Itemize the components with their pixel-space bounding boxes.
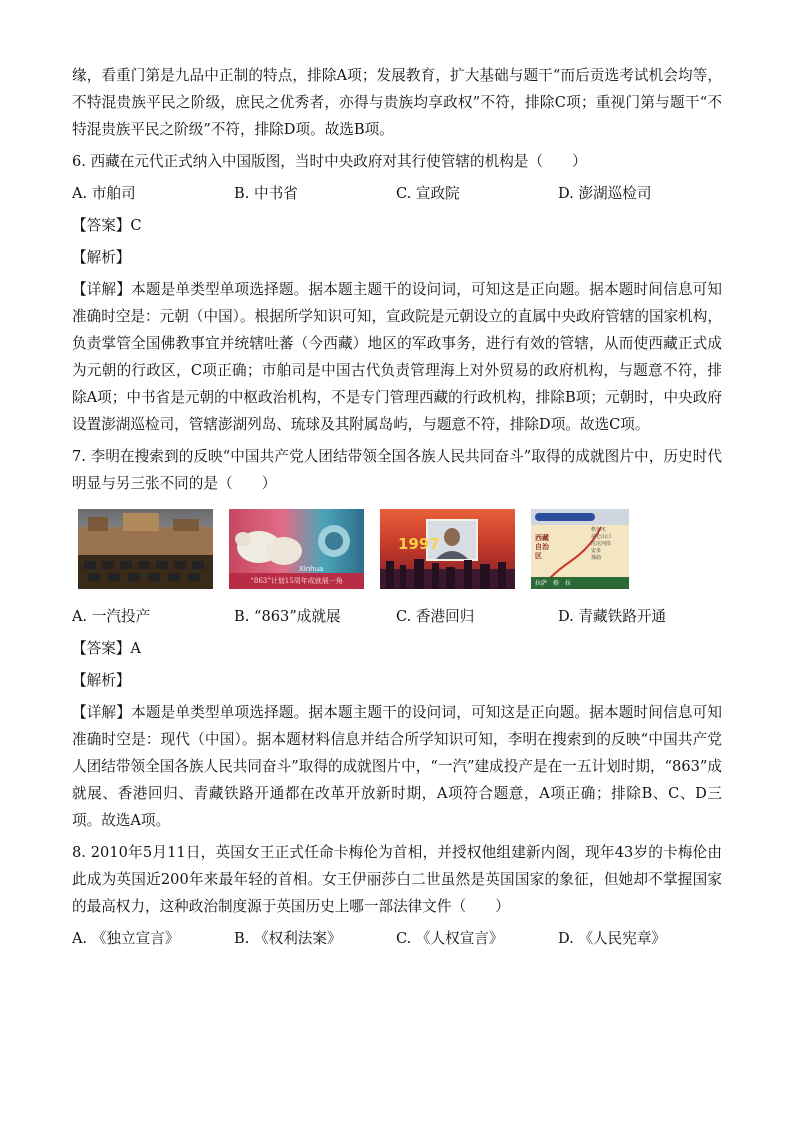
factory-illustration xyxy=(78,509,213,589)
q7-image-863-exhibition xyxy=(229,509,364,589)
q7-image3-year: 1997 xyxy=(398,535,440,553)
bottom-label: 格 xyxy=(553,580,560,587)
q6-answer: 【答案】C xyxy=(72,217,142,234)
q5-explanation-tail: 缘，看重门第是九品中正制的特点，排除A项；发展教育，扩大基础与题干“而后贡选考试机会均等，不特混贵族平民之阶级，庶民之优秀者，亦得与贵族均享政权”不符，排除C项；重视门第与题干“不特混贵族平民之阶级”不符，排除D项。故选B项。 xyxy=(72,67,722,138)
q6-analysis-label: 【解析】 xyxy=(72,249,131,266)
q6-detail: 【详解】本题是单类型单项选择题。据本题主题干的设问词，可知这是正向题。据本题时间信息可知准确时空是：元朝（中国）。根据所学知识可知，宣政院是元朝设立的直属中央政府管辖的国家机构，负责掌管全国佛教事宜并统辖吐蕃（今西藏）地区的军政事务，进行有效的管辖，从而使西藏正式成为元朝的行政区，C项正确；市舶司是中国古代负责管理海上对外贸易的政府机构，与题意不符，排除A项；中书省是元朝的中枢政治机构，不是专门管理西藏的行政机构，排除B项；元朝时，中央政府设置澎湖巡检司，管辖澎湖列岛、琉球及其附属岛屿，与题意不符，排除D项。故选C项。 xyxy=(72,281,722,433)
q6-option-a[interactable]: A. 市舶司 xyxy=(72,185,136,202)
q7-answer: 【答案】A xyxy=(72,640,141,657)
q7-stem: 7. 李明在搜索到的反映“中国共产党人团结带领全国各族人民共同奋斗”取得的成就图片中，历史时代明显与另三张不同的是（ ） xyxy=(72,448,722,492)
railway-bottom-labels xyxy=(535,578,571,587)
q7-image-hk-return xyxy=(380,509,515,589)
station-label: 格尔木 xyxy=(591,527,607,533)
q6-option-b[interactable]: B. 中书省 xyxy=(234,185,298,202)
station-label: 昆仑山口 xyxy=(591,534,612,540)
bottom-label: 拉 xyxy=(565,580,572,587)
q6-option-c[interactable]: C. 宣政院 xyxy=(396,185,460,202)
q8-option-d[interactable]: D. 《人民宪章》 xyxy=(558,930,667,947)
q6-option-d[interactable]: D. 澎湖巡检司 xyxy=(558,185,652,202)
q7-detail: 【详解】本题是单类型单项选择题。据本题主题干的设问词，可知这是正向题。据本题时间信息可知准确时空是：现代（中国）。据本题材料信息并结合所学知识可知，李明在搜索到的反映“中国共产党人团结带领全国各族人民共同奋斗”取得的成就图片中，“一汽”建成投产是在一五计划时期，“863”成就展、香港回归、青藏铁路开通都在改革开放新时期，A项符合题意，A项正确；排除B、C、D三项。故选A项。 xyxy=(72,704,722,829)
bottom-label: 拉萨 xyxy=(535,580,548,587)
q7-analysis-label: 【解析】 xyxy=(72,672,131,689)
q7-image4-title: 西藏自治区 xyxy=(535,533,549,560)
q8-options xyxy=(72,925,722,952)
station-label: 沱沱河沿 xyxy=(591,541,612,547)
station-list xyxy=(591,527,611,562)
q7-option-d[interactable]: D. 青藏铁路开通 xyxy=(558,608,667,625)
q7-image-row xyxy=(78,509,722,589)
q7-option-c[interactable]: C. 香港回归 xyxy=(396,608,475,625)
q8-option-b[interactable]: B. 《权利法案》 xyxy=(234,930,342,947)
q7-image2-watermark: Xinhua xyxy=(299,565,324,573)
station-label: 那曲 xyxy=(591,555,602,561)
q7-image2-caption: “863”计划15周年成就展一角 xyxy=(229,573,364,589)
q7-image-faw-factory xyxy=(78,509,213,589)
exam-page xyxy=(72,62,722,952)
skyline-illustration xyxy=(380,559,515,589)
q7-image-qinghai-tibet-railway xyxy=(531,509,629,589)
q8-option-c[interactable]: C. 《人权宣言》 xyxy=(396,930,504,947)
q6-options xyxy=(72,180,722,207)
q7-option-a[interactable]: A. 一汽投产 xyxy=(72,608,151,625)
q6-stem: 6. 西藏在元代正式纳入中国版图，当时中央政府对其行使管辖的机构是（ ） xyxy=(72,153,587,170)
q8-stem: 8. 2010年5月11日，英国女王正式任命卡梅伦为首相，并授权他组建新内阁，现年43岁的卡梅伦由此成为英国近200年来最年轻的首相。女王伊丽莎白二世虽然是英国国家的象征，但她却不掌握国家的最高权力，这种政治制度源于英国历史上哪一部法律文件（ ） xyxy=(72,844,722,915)
q7-option-b[interactable]: B. “863”成就展 xyxy=(234,608,341,625)
q8-option-a[interactable]: A. 《独立宣言》 xyxy=(72,930,180,947)
q7-options xyxy=(72,603,722,630)
station-label: 安多 xyxy=(591,548,602,554)
